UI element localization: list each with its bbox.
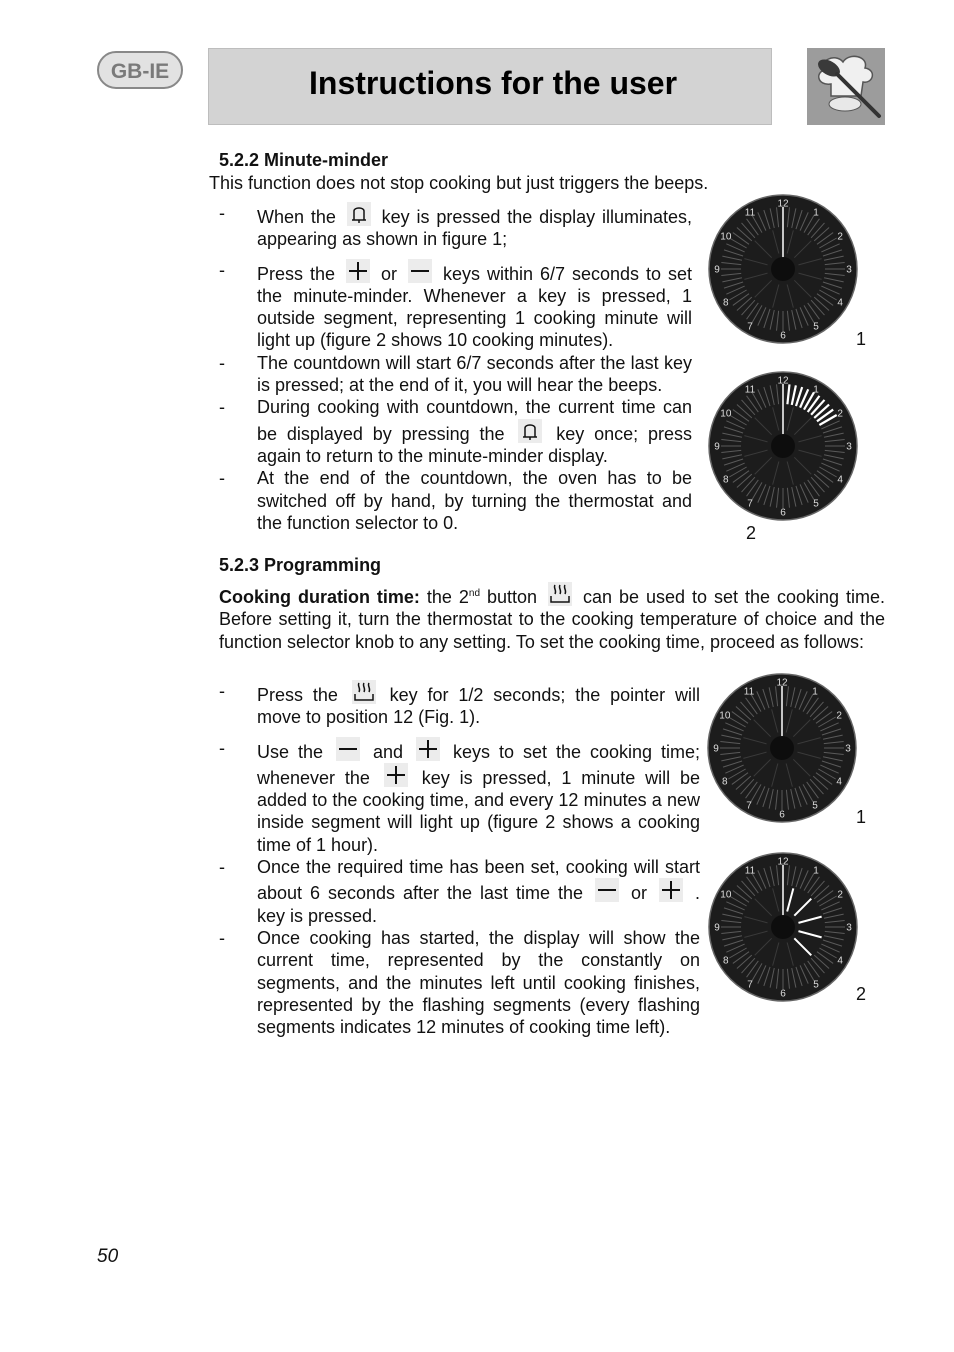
cooking-duration-key-icon xyxy=(548,582,572,606)
dial-number: 7 xyxy=(747,321,753,333)
list-item: - At the end of the countdown, the oven has to be switched off by hand, by turning the thermostat and the function selector to 0. xyxy=(219,468,692,533)
list-item: - Press the key for 1/2 seconds; the pointer will move to position 12 (Fig. 1). xyxy=(219,681,700,728)
dial-number: 9 xyxy=(714,922,720,934)
dial-number: 7 xyxy=(747,979,753,991)
dial-number: 8 xyxy=(723,297,729,309)
figure-label-1: 1 xyxy=(856,807,867,827)
list-item: - Press the or keys within 6/7 seconds to set the minute-minder. Whenever a key is pressed, 1 outside segment, representing 1 cooking minute will light up (figure 2 shows 10 cooking minutes). xyxy=(219,259,692,351)
dial-number: 3 xyxy=(845,743,851,755)
dial-figure-2 xyxy=(708,852,858,1002)
dial-number: 6 xyxy=(780,507,786,519)
dial-number: 8 xyxy=(723,474,729,486)
minute-minder-list xyxy=(219,202,692,534)
dial-number: 8 xyxy=(723,955,729,967)
dial-number: 5 xyxy=(813,979,819,991)
dial-center xyxy=(770,736,794,760)
dial-number: 9 xyxy=(714,441,720,453)
dial-figure-2 xyxy=(708,371,858,521)
figure-label-1: 1 xyxy=(856,329,867,349)
plus-key-icon xyxy=(384,763,408,787)
dial-figure-1 xyxy=(707,673,857,823)
dial-number: 10 xyxy=(720,408,732,420)
programming-intro: Cooking duration time: the 2nd button can be used to set the cooking time. Before setting it, turn the thermostat to the cooking temperature of choice and the function selector knob to any setting. To set the cooking time, proceed as follows: xyxy=(219,582,885,653)
dial-number: 6 xyxy=(780,330,786,342)
programming-list xyxy=(219,680,700,1038)
dial-number: 9 xyxy=(713,743,719,755)
dial-number: 3 xyxy=(846,264,852,276)
dial-number: 7 xyxy=(746,800,752,812)
dial-number: 2 xyxy=(837,231,843,243)
plus-key-icon xyxy=(659,878,683,902)
list-item: - When the key is pressed the display illuminates, appearing as shown in figure 1; xyxy=(219,203,693,250)
minute-minder-intro: This function does not stop cooking but just triggers the beeps. xyxy=(209,173,709,193)
dial-number: 12 xyxy=(776,677,788,689)
dial-number: 12 xyxy=(777,856,789,868)
dial-number: 2 xyxy=(836,710,842,722)
minus-key-icon xyxy=(408,259,432,283)
section-heading-minute-minder: 5.2.2 Minute-minder xyxy=(219,150,389,170)
dial-number: 5 xyxy=(813,321,819,333)
dial-number: 1 xyxy=(812,686,818,698)
page-number: 50 xyxy=(97,1246,119,1267)
list-item: - Once the required time has been set, cooking will start about 6 seconds after the last time the or . key is pressed. xyxy=(219,857,700,926)
dial-figure-1 xyxy=(708,194,858,344)
dial-number: 6 xyxy=(780,988,786,1000)
chef-spoon-icon xyxy=(807,48,885,125)
title-bar xyxy=(208,48,772,125)
dial-number: 12 xyxy=(777,198,789,210)
dial-number: 1 xyxy=(813,384,819,396)
dial-number: 4 xyxy=(837,474,843,486)
cooking-duration-key-icon xyxy=(352,680,376,704)
plus-key-icon xyxy=(346,259,370,283)
dial-number: 10 xyxy=(720,889,732,901)
language-badge: GB-IE xyxy=(97,51,183,89)
dial-number: 1 xyxy=(813,865,819,877)
dial-center xyxy=(771,257,795,281)
minus-key-icon xyxy=(595,878,619,902)
list-item: - The countdown will start 6/7 seconds after the last key is pressed; at the end of it, you will hear the beeps. xyxy=(219,352,692,396)
dial-number: 2 xyxy=(837,408,843,420)
dial-number: 10 xyxy=(719,710,731,722)
dial-number: 10 xyxy=(720,231,732,243)
dial-number: 5 xyxy=(812,800,818,812)
page-title: Instructions for the user xyxy=(309,65,678,101)
dial-number: 6 xyxy=(779,809,785,821)
list-item: - Once cooking has started, the display will show the current time, represented by the constantly on segments, and the minutes left until cooking finishes, represented by the flashing segments (every flashing segments indicates 12 minutes of cooking time left). xyxy=(219,927,700,1038)
dial-number: 1 xyxy=(813,207,819,219)
figure-label-2: 2 xyxy=(856,984,867,1004)
plus-key-icon xyxy=(416,737,440,761)
dial-number: 4 xyxy=(837,297,843,309)
list-item: - Use the and keys to set the cooking time; whenever the key is pressed, 1 minute will be added to the cooking time, and every 12 minutes a new inside segment will light up (figure 2 shows a cooking time of 1 hour). xyxy=(219,737,700,855)
minus-key-icon xyxy=(336,737,360,761)
dial-number: 8 xyxy=(722,776,728,788)
dial-number: 3 xyxy=(846,922,852,934)
dial-number: 3 xyxy=(846,441,852,453)
dial-center xyxy=(771,434,795,458)
dial-number: 4 xyxy=(837,955,843,967)
dial-number: 4 xyxy=(836,776,842,788)
section-heading-programming: 5.2.3 Programming xyxy=(219,555,382,575)
dial-number: 11 xyxy=(744,384,756,396)
dial-number: 12 xyxy=(777,375,789,387)
dial-number: 2 xyxy=(837,889,843,901)
bell-key-icon xyxy=(347,202,371,226)
figure-label-2: 2 xyxy=(746,523,757,543)
list-item: - During cooking with countdown, the current time can be displayed by pressing the key once; press again to return to the minute-minder display. xyxy=(219,397,692,466)
dial-number: 11 xyxy=(744,865,756,877)
dial-number: 11 xyxy=(743,686,755,698)
bell-key-icon xyxy=(518,419,542,443)
dial-number: 7 xyxy=(747,498,753,510)
dial-number: 9 xyxy=(714,264,720,276)
dial-number: 11 xyxy=(744,207,756,219)
dial-number: 5 xyxy=(813,498,819,510)
dial-center xyxy=(771,915,795,939)
